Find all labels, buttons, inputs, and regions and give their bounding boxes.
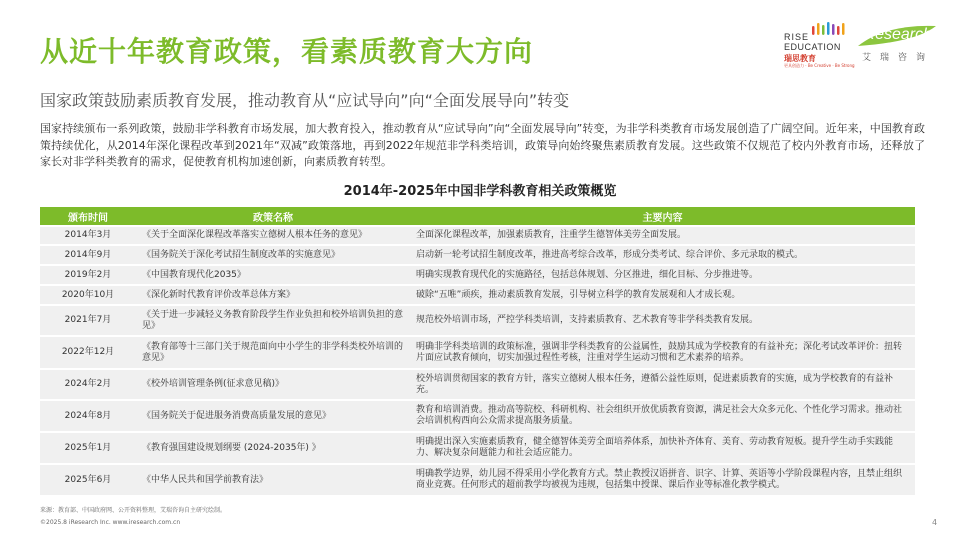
row-date: 2021年7月 [40,306,136,335]
table-row [40,306,915,335]
row-date: 2025年6月 [40,465,136,495]
row-content: 明确实现教育现代化的实施路径，包括总体规划、分区推进，细化目标、分步推进等。 [410,266,915,284]
rise-education-logo [784,22,855,68]
row-content: 明确非学科类培训的政策标准，强调非学科类教育的公益属性，鼓励其成为学校教育的有益补充；深化考试改革评价：扭转片面应试教育倾向，切实加强过程性考核，注重对学生运动习惯和艺术素养的培养。 [410,337,915,368]
row-content: 教育和培训消费。推动高等院校、科研机构、社会组织开放优质教育资源，满足社会大众多元化、个性化学习需求。推动社会培训机构西向公众需求提高服务质量。 [410,401,915,431]
header-date: 颁布时间 [40,207,136,225]
row-date: 2022年12月 [40,337,136,368]
table-row [40,465,915,495]
source-note: 来源：教育部、中国政府网、公开资料整理，艾瑞咨询自主研究绘制。 [40,507,227,514]
table-row [40,266,915,284]
row-date: 2024年8月 [40,401,136,431]
row-policy-name: 《国务院关于深化考试招生制度改革的实施意见》 [136,246,410,264]
rise-logo-text: RISE [784,32,810,42]
table-row [40,286,915,304]
page-title: 从近十年教育政策，看素质教育大方向 [40,35,534,68]
row-date: 2014年9月 [40,246,136,264]
iresearch-logo [856,22,946,66]
row-date: 2024年2月 [40,370,136,399]
row-content: 全面深化课程改革，加强素质教育，注重学生德智体美劳全面发展。 [410,227,915,244]
row-policy-name: 《国务院关于促进服务消费高质量发展的意见》 [136,401,410,431]
row-policy-name: 《校外培训管理条例(征求意见稿)》 [136,370,410,399]
row-date: 2020年10月 [40,286,136,304]
table-row [40,227,915,244]
row-date: 2025年1月 [40,433,136,463]
iresearch-logo-text: iResearch [860,26,933,43]
table-row [40,370,915,399]
row-policy-name: 《关于全面深化课程改革落实立德树人根本任务的意见》 [136,227,410,244]
row-content: 规范校外培训市场，严控学科类培训，支持素质教育、艺术教育等非学科类教育发展。 [410,306,915,335]
copyright: ©2025.8 iResearch Inc. www.iresearch.com.cn [40,519,181,526]
table-header-row [40,207,915,225]
header-policy-name: 政策名称 [136,207,410,225]
row-date: 2019年2月 [40,266,136,284]
row-policy-name: 《教育部等十三部门关于规范面向中小学生的非学科类校外培训的意见》 [136,337,410,368]
row-policy-name: 《中国教育现代化2035》 [136,266,410,284]
table-row [40,246,915,264]
rise-logo-tagline: 更具创造力 · Be Creative · Be Strong [784,63,855,68]
page-subtitle: 国家政策鼓励素质教育发展，推动教育从“应试导向”向“全面发展导向”转变 [40,91,570,110]
table-row [40,433,915,463]
page-number: 4 [932,518,938,527]
intro-paragraph: 国家持续颁布一系列政策，鼓励非学科教育市场发展，加大教育投入，推动教育从“应试导向”向“全面发展导向”转变，为非学科类教育市场发展创造了广阔空间。近年来，中国教育政策持续优化，从2014年深化课程改革到2021年“双减”政策落地，再到2022年规范非学科类培训，政策导向始终聚焦素质教育发展。这些政策不仅规范了校内外教育市场，还释放了家长对非学科类教育的需求，促使教育机构加速创新，向素质教育转型。 [40,122,925,168]
policy-table [40,205,915,497]
rise-logo-cn: 瑞思教育 [784,54,816,63]
row-policy-name: 《中华人民共和国学前教育法》 [136,465,410,495]
row-date: 2014年3月 [40,227,136,244]
row-content: 明确提出深入实施素质教育，健全德智体美劳全面培养体系，加快补齐体育、美育、劳动教育短板。提升学生动手实践能力、解决复杂问题能力和社会适应能力。 [410,433,915,463]
row-content: 校外培训贯彻国家的教育方针，落实立德树人根本任务，遵循公益性原则，促进素质教育的实施，成为学校教育的有益补充。 [410,370,915,399]
table-row [40,337,915,368]
row-policy-name: 《关于进一步减轻义务教育阶段学生作业负担和校外培训负担的意见》 [136,306,410,335]
header-content: 主要内容 [410,207,915,225]
education-logo-text: EDUCATION [784,42,841,52]
iresearch-logo-cn: 艾瑞咨询 [862,53,935,63]
row-content: 破除“五唯”顽疾，推动素质教育发展，引导树立科学的教育发展观和人才成长观。 [410,286,915,304]
row-content: 启动新一轮考试招生制度改革，推进高考综合改革，形成分类考试、综合评价、多元录取的模式。 [410,246,915,264]
rise-logo-mark-icon [810,22,850,36]
row-content: 明确教学边界，幼儿园不得采用小学化教育方式。禁止教授汉语拼音、识字、计算、英语等小学阶段课程内容，且禁止组织商业竞赛。任何形式的超前教学均被视为违规，包括集中授课、课后作业等标准化教学模式。 [410,465,915,495]
row-policy-name: 《教育强国建设规划纲要 (2024-2035年) 》 [136,433,410,463]
row-policy-name: 《深化新时代教育评价改革总体方案》 [136,286,410,304]
table-title: 2014年-2025年中国非学科教育相关政策概览 [343,184,617,199]
table-row [40,401,915,431]
